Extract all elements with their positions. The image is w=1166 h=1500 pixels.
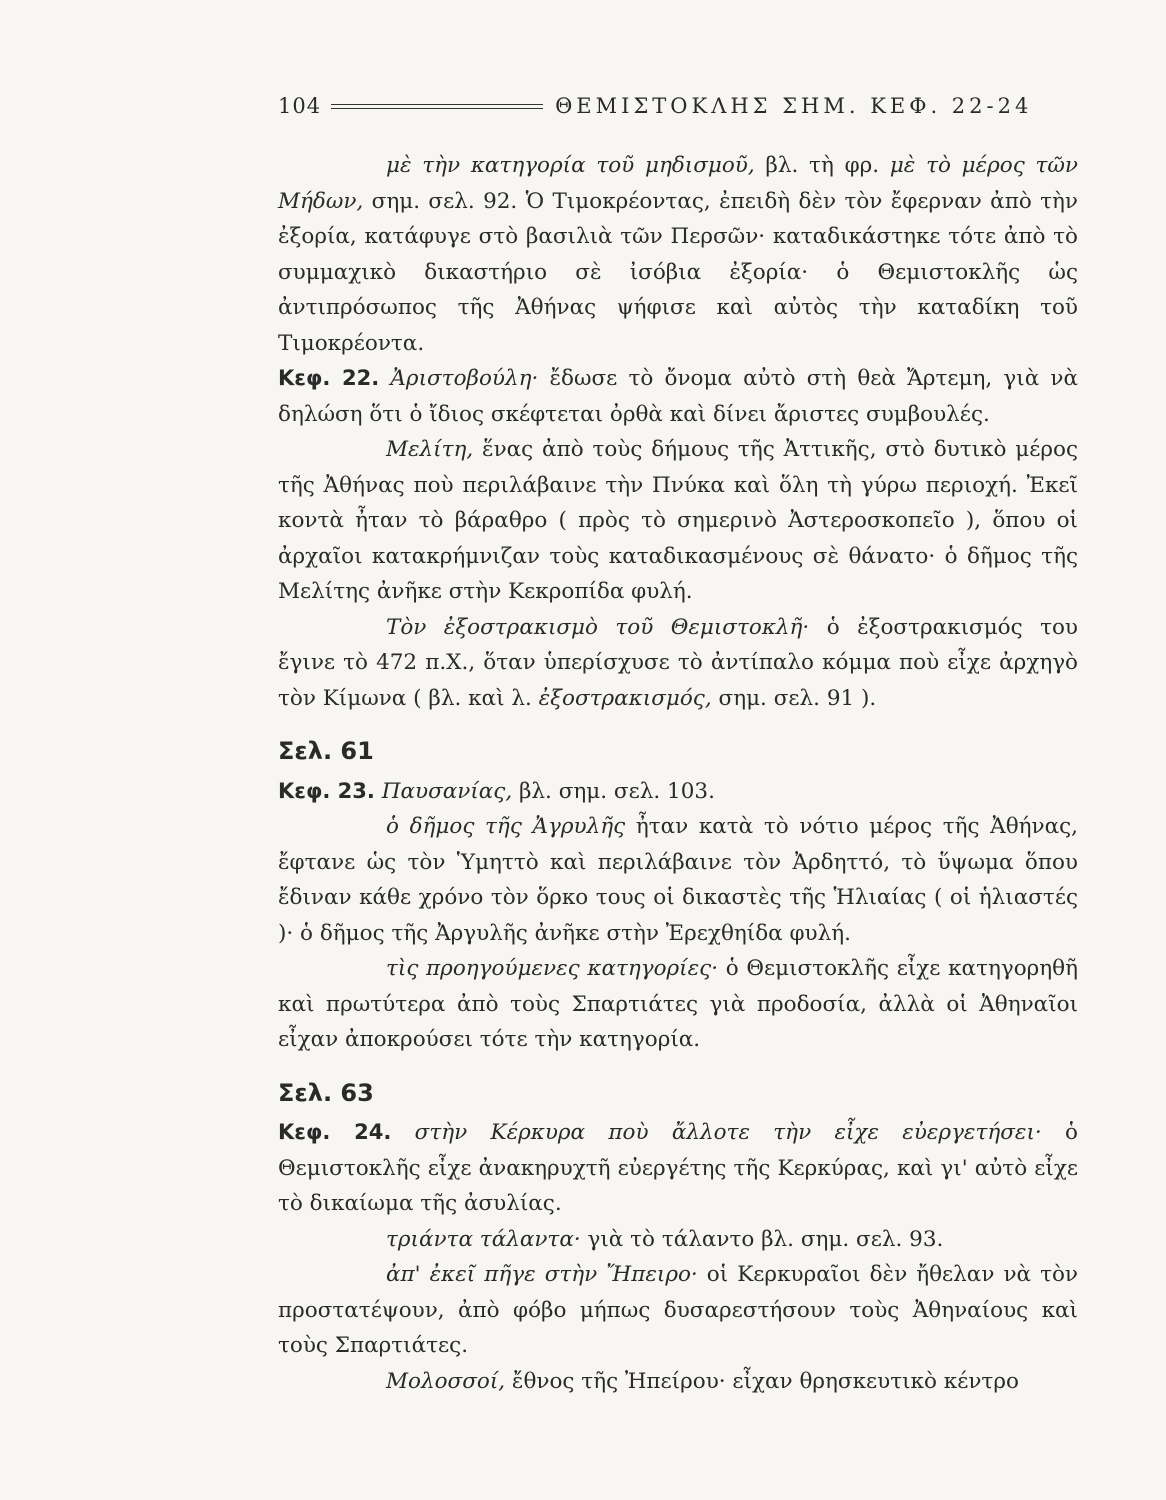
lemma-text: Μολοσσοί, (386, 1368, 506, 1394)
page-number: 104 (278, 94, 322, 118)
note-paragraph (278, 361, 1078, 432)
paragraph-text: γιὰ τὸ τάλαντο βλ. σημ. σελ. 93. (580, 1226, 944, 1252)
paragraph-text: ἦταν κατὰ τὸ νότιο μέρος τῆς Ἀθήνας, ἔφτανε ὡς τὸν Ὑμηττὸ καὶ περιλάβαινε τὸν Ἀρδηττό, τὸ ὕψωμα ὅπου ἔδιναν κάθε χρόνο τὸν ὅρκο τους οἱ δικαστὲς τῆς Ἡλιαίας ( οἱ ἡλιαστές )· ὁ δῆμος τῆς Ἀργυλῆς ἀνῆκε στὴν Ἐρεχθηίδα φυλή. (278, 814, 1078, 946)
lemma-text: ἐξοστρακισμός, (538, 685, 712, 711)
note-paragraph (278, 1364, 1078, 1400)
lemma-text: ἀπ' ἐκεῖ πῆγε στὴν Ἤπειρο· (386, 1262, 698, 1287)
running-header (278, 88, 1078, 124)
note-paragraph (278, 774, 1078, 810)
page-body (278, 148, 1078, 1399)
paragraph-text (379, 366, 390, 391)
paragraph-text: βλ. τὴ φρ. (754, 153, 890, 178)
section-heading: Σελ. 61 (278, 737, 374, 765)
lemma-text: ὁ δῆμος τῆς Ἀγρυλῆς (386, 814, 626, 839)
lemma-text: μὲ τὴν κατηγορία τοῦ μηδισμοῦ, (386, 153, 755, 178)
note-paragraph (278, 148, 1078, 361)
running-title: ΘΕΜΙΣΤΟΚΛΗΣ ΣΗΜ. ΚΕΦ. 22-24 (555, 94, 1033, 118)
note-paragraph (278, 951, 1078, 1058)
paragraph-text: ἔθνος τῆς Ἠπείρου· εἶχαν θρησκευτικὸ κέντρο (505, 1368, 1019, 1394)
paragraph-text: βλ. σημ. σελ. 103. (512, 778, 715, 804)
paragraph-text (391, 1120, 414, 1145)
lemma-text: τριάντα τάλαντα· (386, 1226, 581, 1252)
paragraph-text: σημ. σελ. 91 ). (711, 685, 877, 711)
note-paragraph (278, 809, 1078, 951)
header-rule (331, 104, 543, 109)
lemma-text: στὴν Κέρκυρα ποὺ ἄλλοτε τὴν εἶχε εὐεργετήσει· (414, 1120, 1042, 1145)
chapter-label: Κεφ. 24. (278, 1120, 392, 1144)
lemma-text: Παυσανίας, (381, 778, 513, 804)
lemma-text: Μελίτη, (386, 437, 474, 462)
paragraph-text: ἔδωσε τὸ ὄνομα αὐτὸ στὴ θεὰ Ἄρτεμη, γιὰ νὰ δηλώση ὅτι ὁ ἴδιος σκέφτεται ὀρθὰ καὶ δίνει ἄριστες συμβουλές. (278, 366, 1078, 427)
section-heading: Σελ. 63 (278, 1078, 374, 1107)
paragraph-text: σημ. σελ. 92. Ὁ Τιμοκρέοντας, ἐπειδὴ δὲν τὸν ἔφερναν ἀπὸ τὴν ἐξορία, κατάφυγε στὸ βασιλιὰ τῶν Περσῶν· καταδικάστηκε τότε ἀπὸ τὸ συμμαχικὸ δικαστήριο σὲ ἰσόβια ἐξορία· ὁ Θεμιστοκλῆς ὡς ἀντιπρόσωπος τῆς Ἀθήνας ψήφισε καὶ αὐτὸς τὴν καταδίκη τοῦ Τιμοκρέοντα. (278, 188, 1078, 356)
lemma-text: Τὸν ἐξοστρακισμὸ τοῦ Θεμιστοκλῆ· (386, 614, 810, 640)
note-paragraph (278, 610, 1078, 717)
lemma-text: Ἀριστοβούλη· (390, 366, 539, 391)
paragraph-text: ἕνας ἀπὸ τοὺς δήμους τῆς Ἀττικῆς, στὸ δυτικὸ μέρος τῆς Ἀθήνας ποὺ περιλάβαινε τὴν Πνύκα καὶ ὅλη τὴ γύρω περιοχή. Ἐκεῖ κοντὰ ἦταν τὸ βάραθρο ( πρὸς τὸ σημερινὸ Ἀστεροσκοπεῖο ), ὅπου οἱ ἀρχαῖοι κατακρήμνιζαν τοὺς καταδικασμένους σὲ θάνατο· ὁ δῆμος τῆς Μελίτης ἀνῆκε στὴν Κεκροπίδα φυλή. (278, 437, 1078, 604)
paragraph-text: οἱ Κερκυραῖοι δὲν ἤθελαν νὰ τὸν προστατέψουν, ἀπὸ φόβο μήπως δυσαρεστήσουν τοὺς Ἀθηναίους καὶ τοὺς Σπαρτιάτες. (278, 1262, 1078, 1358)
note-paragraph (278, 1222, 1078, 1258)
paragraph-text: ὁ Θεμιστοκλῆς εἶχε κατηγορηθῆ καὶ πρωτύτερα ἀπὸ τοὺς Σπαρτιάτες γιὰ προδοσία, ἀλλὰ οἱ Ἀθηναῖοι εἶχαν ἀποκρούσει τότε τὴν κατηγορία. (278, 956, 1078, 1052)
note-paragraph (278, 432, 1078, 610)
note-paragraph (278, 1257, 1078, 1364)
paragraph-text: ὁ Θεμιστοκλῆς εἶχε ἀνακηρυχτῆ εὐεργέτης τῆς Κερκύρας, καὶ γι' αὐτὸ εἶχε τὸ δικαίωμα τῆς ἀσυλίας. (278, 1120, 1078, 1216)
note-paragraph (278, 1115, 1078, 1222)
paragraph-text: ὁ ἐξοστρακισμός του ἔγινε τὸ 472 π.Χ., ὅταν ὑπερίσχυσε τὸ ἀντίπαλο κόμμα ποὺ εἶχε ἀρχηγὸ τὸν Κίμωνα ( βλ. καὶ λ. (278, 614, 1078, 711)
lemma-text: τὶς προηγούμενες κατηγορίες· (386, 956, 719, 981)
paragraph-text (375, 779, 382, 804)
chapter-label: Κεφ. 22. (278, 366, 380, 390)
chapter-label: Κεφ. 23. (278, 778, 375, 803)
lemma-text: μὲ τὸ μέρος τῶν Μήδων, (278, 153, 1079, 214)
